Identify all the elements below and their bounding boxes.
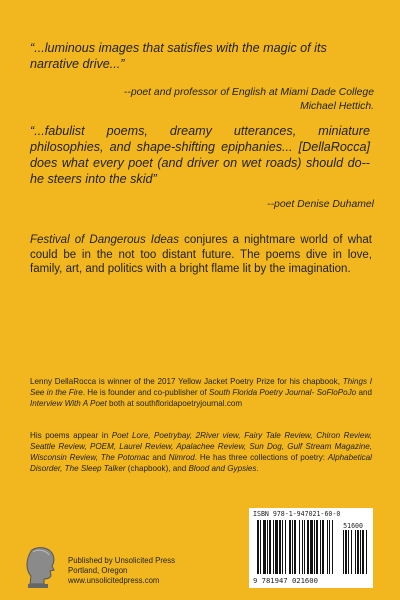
- bio1-journal-title: South Florida Poetry Journal- SoFloPoJo: [208, 388, 357, 397]
- bio1-text-3: and: [356, 388, 372, 397]
- author-bio-2: [30, 430, 372, 474]
- publisher-website: www.unsolicitedpress.com: [68, 576, 160, 585]
- quote-denise-duhamel: “...fabulist poems, dreamy utterances, miniature philosophies, and shape-shifting epiphanies... [DellaRocca] does what every poet (and driver on wet roads) should do--he steers into the skid”: [30, 124, 370, 186]
- quote-michael-hettich: “...luminous images that satisfies with the magic of its narrative drive...”: [30, 41, 327, 71]
- bio1-text-1: Lenny DellaRocca is winner of the 2017 Yellow Jacket Poetry Prize for his chapbook,: [30, 377, 343, 386]
- bio2-text-4: (chapbook), and: [125, 464, 189, 473]
- publisher-name: Published by Unsolicited Press: [68, 556, 176, 565]
- bio2-text-3: . He has three collections of poetry:: [194, 453, 328, 462]
- bio2-text-1: His poems appear in: [30, 431, 112, 440]
- bio2-text-2: and: [149, 453, 169, 462]
- publisher-info: [68, 556, 175, 586]
- author-bio-1: [30, 376, 372, 409]
- attribution-line-1: --poet and professor of English at Miami Dade College: [123, 87, 374, 98]
- attribution-line-2: Michael Hettich.: [300, 101, 374, 112]
- barcode-bars: [255, 520, 371, 576]
- bio2-text-5: .: [256, 464, 259, 473]
- bio2-collections: Alphabetical Disorder, The Sleep Talker: [30, 453, 372, 473]
- bio1-interview-title: Interview With A Poet: [30, 399, 107, 408]
- description-text: conjures a nightmare world of what could be in the not too distant future. The poems dive in love, family, art, and politics with a bright flame lit by the imagination.: [30, 234, 372, 275]
- book-title: Festival of Dangerous Ideas: [30, 234, 179, 246]
- bio1-text-2: . He is founder and co-publisher of: [82, 388, 209, 397]
- barcode-addon-digits: 51600: [343, 522, 363, 530]
- bio1-text-4: both at southfloridapoetryjournal.com: [106, 399, 243, 408]
- bio2-blood-and-gypsies: Blood and Gypsies: [188, 464, 257, 473]
- book-description: [30, 233, 372, 277]
- bio2-journals: Poet Lore, Poetrybay, 2River view, Fairy Tale Review, Chiron Review, Seattle Review, POEM, Laurel Review, Apalachee Review, Sun Dog, Gulf Stream Magazine, Wisconsin Review, The Potomac: [30, 431, 372, 462]
- attribution-denise-duhamel: --poet Denise Duhamel: [267, 199, 374, 210]
- isbn-label: ISBN 978-1-947021-60-0: [253, 510, 341, 518]
- bio1-chapbook-title: Things I See in the Fire: [30, 377, 372, 397]
- isbn-barcode: [249, 508, 373, 588]
- publisher-location: Portland, Oregon: [68, 566, 128, 575]
- attribution-michael-hettich: [124, 86, 374, 114]
- bust-head-logo-icon: [24, 546, 58, 590]
- barcode-digits: 9 781947 021600: [253, 576, 318, 585]
- bio2-nimrod: Nimrod: [168, 453, 195, 462]
